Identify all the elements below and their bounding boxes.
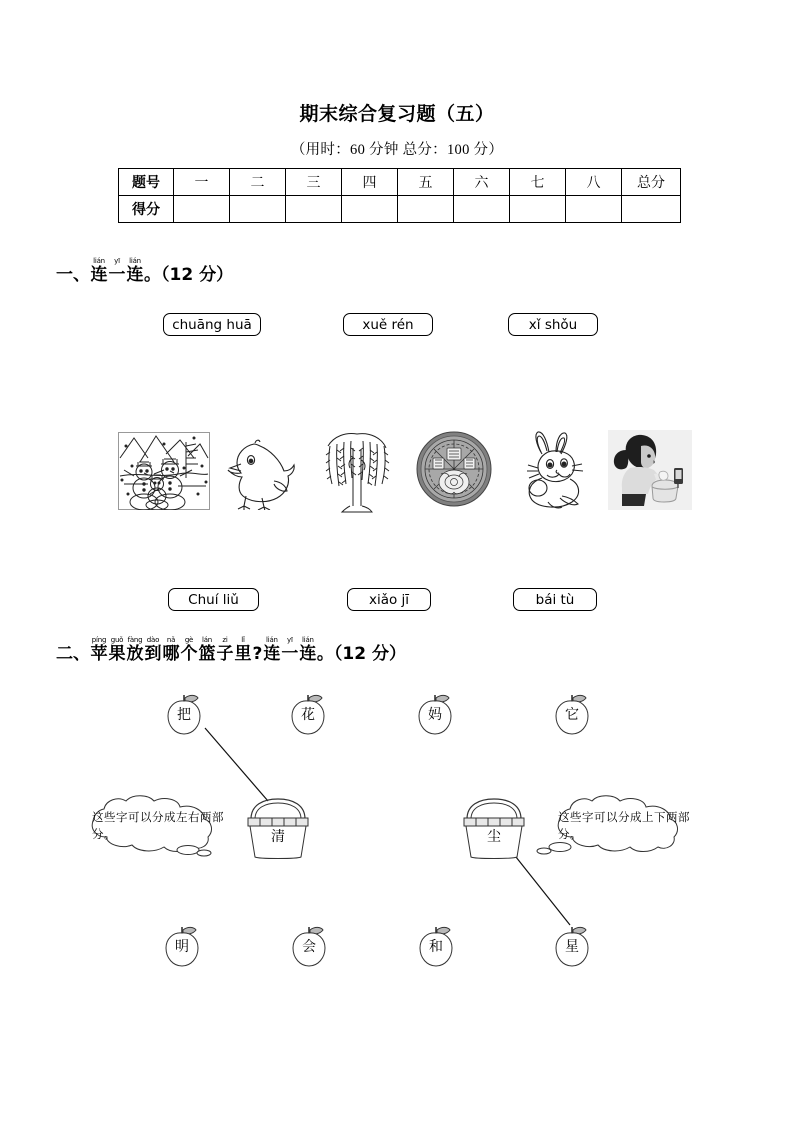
page-title: 期末综合复习题（五） [299, 103, 495, 125]
apple-top-1[interactable] [163, 692, 205, 736]
willow-tree-picture [320, 428, 394, 514]
column-header-8: 八 [566, 169, 622, 196]
section-1-tail: 。（12 分） [144, 265, 234, 285]
word-box-xueren[interactable] [343, 313, 433, 336]
section-2-tail: 。（12 分） [316, 644, 406, 664]
apple-bottom-4[interactable] [551, 924, 593, 968]
apple-top-3[interactable] [414, 692, 456, 736]
ruby-lan: lán 篮 [198, 636, 216, 664]
paper-cut-window-flower-picture [415, 430, 493, 508]
word-box-xishou[interactable] [508, 313, 598, 336]
ruby-fang: fàng 放 [126, 636, 144, 664]
word-box-chuanghua[interactable] [163, 313, 261, 336]
ruby-na: nǎ 哪 [162, 636, 180, 664]
basket-left-char: 清 [271, 829, 285, 845]
ruby-guo: guǒ 果 [108, 636, 126, 664]
apple-top-2[interactable] [287, 692, 329, 736]
ruby-li: lǐ 里 [234, 636, 252, 664]
row-label-score: 得分 [119, 196, 174, 223]
column-header-3: 三 [286, 169, 342, 196]
table-row-header [119, 169, 681, 196]
apple-top-1-char: 把 [177, 707, 191, 723]
ruby-ping: píng 苹 [90, 636, 108, 664]
white-rabbit-picture [512, 430, 594, 510]
column-header-4: 四 [342, 169, 398, 196]
word-box-chuiliu[interactable] [168, 588, 259, 611]
apple-top-4-char: 它 [565, 707, 579, 723]
ruby-lian-2: lián 连 [126, 257, 144, 285]
apple-top-3-char: 妈 [428, 707, 442, 723]
column-header-2: 二 [230, 169, 286, 196]
column-header-5: 五 [398, 169, 454, 196]
apple-top-4[interactable] [551, 692, 593, 736]
section-1-heading [56, 257, 233, 285]
apple-bottom-1-char: 明 [175, 939, 189, 955]
word-box-baitu[interactable] [513, 588, 597, 611]
word-box-baitu-text: bái tù [535, 591, 575, 608]
apple-bottom-2[interactable] [288, 924, 330, 968]
score-cell-4[interactable] [342, 196, 398, 223]
snowmen-picture [118, 432, 210, 510]
apple-bottom-1[interactable] [161, 924, 203, 968]
apple-bottom-3-char: 和 [429, 939, 443, 955]
score-cell-2[interactable] [230, 196, 286, 223]
basket-left[interactable] [241, 797, 315, 861]
hint-cloud-left-text: 这些字可以分成左右两部分。 [92, 810, 224, 841]
score-cell-5[interactable] [398, 196, 454, 223]
hint-cloud-left [78, 795, 244, 857]
score-cell-3[interactable] [286, 196, 342, 223]
section-2-number: 二、 [56, 644, 90, 664]
ruby-lian-4: lián 连 [299, 636, 317, 664]
section-1-number: 一、 [56, 265, 90, 285]
word-box-xiaoji[interactable] [347, 588, 431, 611]
column-header-6: 六 [454, 169, 510, 196]
word-box-chuanghua-text: chuāng huā [172, 316, 252, 333]
word-box-chuiliu-text: Chuí liǔ [188, 591, 239, 608]
girl-washing-hands-photo [608, 430, 692, 510]
apple-bottom-3[interactable] [415, 924, 457, 968]
apple-top-2-char: 花 [301, 707, 315, 723]
score-cell-8[interactable] [566, 196, 622, 223]
ruby-lian-3: lián 连 [263, 636, 281, 664]
ruby-ge: gè 个 [180, 636, 198, 664]
ruby-yi-2: yī 一 [281, 636, 299, 664]
word-box-xueren-text: xuě rén [362, 316, 414, 333]
column-header-total: 总分 [622, 169, 681, 196]
word-box-xishou-text: xǐ shǒu [528, 316, 578, 333]
page-subtitle: （用时：60 分钟 总分：100 分） [290, 142, 504, 158]
score-cell-6[interactable] [454, 196, 510, 223]
column-header-1: 一 [174, 169, 230, 196]
row-label-question-number: 题号 [119, 169, 174, 196]
score-table [118, 168, 681, 223]
section-2-heading [56, 636, 406, 664]
ruby-yi: yī 一 [108, 257, 126, 285]
apple-bottom-4-char: 星 [565, 939, 579, 955]
score-cell-total[interactable] [622, 196, 681, 223]
score-cell-7[interactable] [510, 196, 566, 223]
hint-cloud-right [530, 795, 696, 857]
score-cell-1[interactable] [174, 196, 230, 223]
hint-cloud-right-text: 这些字可以分成上下两部分。 [558, 810, 690, 841]
apple-bottom-2-char: 会 [302, 939, 316, 955]
chick-picture [224, 436, 302, 510]
basket-right-char: 尘 [487, 829, 501, 845]
column-header-7: 七 [510, 169, 566, 196]
ruby-dao: dào 到 [144, 636, 162, 664]
ruby-zi: zi 子 [216, 636, 234, 664]
word-box-xiaoji-text: xiǎo jī [368, 591, 410, 608]
basket-right[interactable] [457, 797, 531, 861]
ruby-question-mark: ? [252, 644, 263, 664]
ruby-lian-1: lián 连 [90, 257, 108, 285]
table-row-score [119, 196, 681, 223]
